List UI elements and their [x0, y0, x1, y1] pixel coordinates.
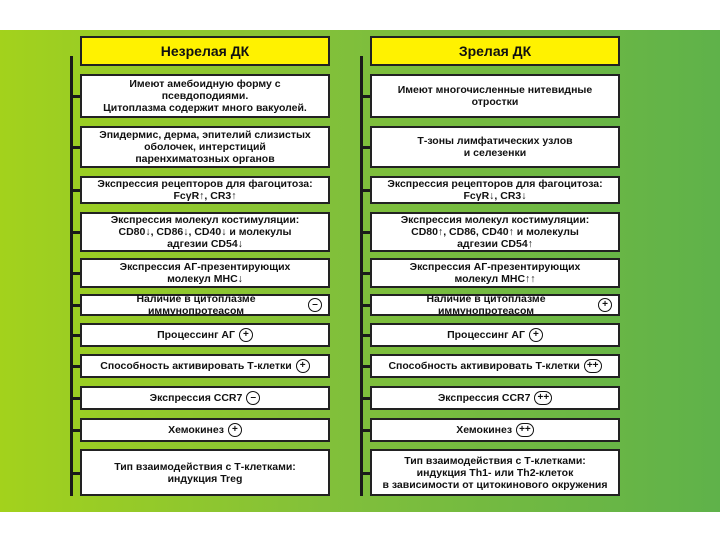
- right-property-row: [370, 323, 620, 347]
- property-text: Экспрессия АГ-презентирующих молекул MHC↓: [119, 261, 291, 285]
- level-mark: +: [239, 328, 253, 342]
- level-mark: +: [529, 328, 543, 342]
- property-text: Экспрессия молекул костимуляции: CD80↓, CD86↓, CD40↓ и молекулы адгезии CD54↓: [110, 214, 300, 250]
- right-property-row: [370, 294, 620, 316]
- property-text: Экспрессия CCR7: [437, 392, 531, 404]
- property-text: Способность активировать Т-клетки: [100, 360, 292, 372]
- level-mark: ++: [534, 391, 552, 405]
- right-property-row: [370, 74, 620, 118]
- mature-dc-title: Зрелая ДК: [370, 36, 620, 66]
- left-property-row: [80, 294, 330, 316]
- row-connector: [70, 397, 80, 400]
- property-text: Процессинг АГ: [447, 329, 525, 341]
- left-property-row: [80, 212, 330, 252]
- property-text: Наличие в цитоплазме иммунопротеасом: [136, 293, 256, 317]
- left-property-row: [80, 323, 330, 347]
- left-property-row: [80, 386, 330, 410]
- property-text: Экспрессия рецепторов для фагоцитоза: FcγR↑, CR3↑: [97, 178, 313, 202]
- row-connector: [70, 334, 80, 337]
- property-text: Тип взаимодействия с Т-клетками: индукция Th1- или Th2-клеток в зависимости от цитокинового окружения: [382, 454, 608, 491]
- property-text: Экспрессия АГ-презентирующих молекул MHC↑↑: [409, 261, 581, 285]
- row-connector: [360, 231, 370, 234]
- row-connector: [70, 272, 80, 275]
- row-connector: [360, 95, 370, 98]
- row-connector: [360, 365, 370, 368]
- row-connector: [360, 429, 370, 432]
- row-connector: [70, 472, 80, 475]
- property-text: Имеют многочисленные нитевидные отростки: [397, 84, 593, 108]
- level-mark: +: [296, 359, 310, 373]
- left-property-row: [80, 354, 330, 378]
- property-text: Хемокинез: [168, 424, 224, 436]
- level-mark: –: [246, 391, 260, 405]
- row-connector: [70, 189, 80, 192]
- level-mark: –: [308, 298, 322, 312]
- row-connector: [70, 304, 80, 307]
- row-connector: [360, 304, 370, 307]
- row-connector: [360, 397, 370, 400]
- level-mark: ++: [516, 423, 534, 437]
- level-mark: +: [228, 423, 242, 437]
- left-property-row: [80, 418, 330, 442]
- row-connector: [360, 189, 370, 192]
- right-property-row: [370, 176, 620, 204]
- property-text: Эпидермис, дерма, эпителий слизистых оболочек, интерстиций паренхиматозных органов: [99, 129, 311, 165]
- right-property-row: [370, 386, 620, 410]
- row-connector: [360, 272, 370, 275]
- right-property-row: [370, 418, 620, 442]
- row-connector: [360, 146, 370, 149]
- row-connector: [70, 231, 80, 234]
- immature-dc-title: Незрелая ДК: [80, 36, 330, 66]
- right-property-row: [370, 212, 620, 252]
- property-text: Т-зоны лимфатических узлов и селезенки: [417, 135, 573, 159]
- row-connector: [70, 146, 80, 149]
- property-text: Экспрессия молекул костимуляции: CD80↑, CD86, CD40↑ и молекулы адгезии CD54↑: [400, 214, 590, 250]
- property-text: Наличие в цитоплазме иммунопротеасом: [426, 293, 546, 317]
- level-mark: +: [598, 298, 612, 312]
- row-connector: [360, 472, 370, 475]
- property-text: Имеют амебоидную форму с псевдоподиями. Цитоплазма содержит много вакуолей.: [103, 78, 307, 114]
- left-property-row: [80, 449, 330, 496]
- property-text: Экспрессия CCR7: [149, 392, 243, 404]
- left-property-row: [80, 258, 330, 288]
- right-property-row: [370, 126, 620, 168]
- property-text: Экспрессия рецепторов для фагоцитоза: FcγR↓, CR3↓: [387, 178, 603, 202]
- property-text: Хемокинез: [456, 424, 513, 436]
- property-text: Способность активировать Т-клетки: [388, 360, 580, 372]
- level-mark: ++: [584, 359, 602, 373]
- row-connector: [360, 334, 370, 337]
- left-property-row: [80, 74, 330, 118]
- property-text: Тип взаимодействия с Т-клетками: индукция Treg: [114, 460, 296, 485]
- row-connector: [70, 95, 80, 98]
- left-property-row: [80, 126, 330, 168]
- row-connector: [70, 365, 80, 368]
- left-property-row: [80, 176, 330, 204]
- right-property-row: [370, 258, 620, 288]
- row-connector: [70, 429, 80, 432]
- right-property-row: [370, 449, 620, 496]
- property-text: Процессинг АГ: [157, 329, 235, 341]
- right-property-row: [370, 354, 620, 378]
